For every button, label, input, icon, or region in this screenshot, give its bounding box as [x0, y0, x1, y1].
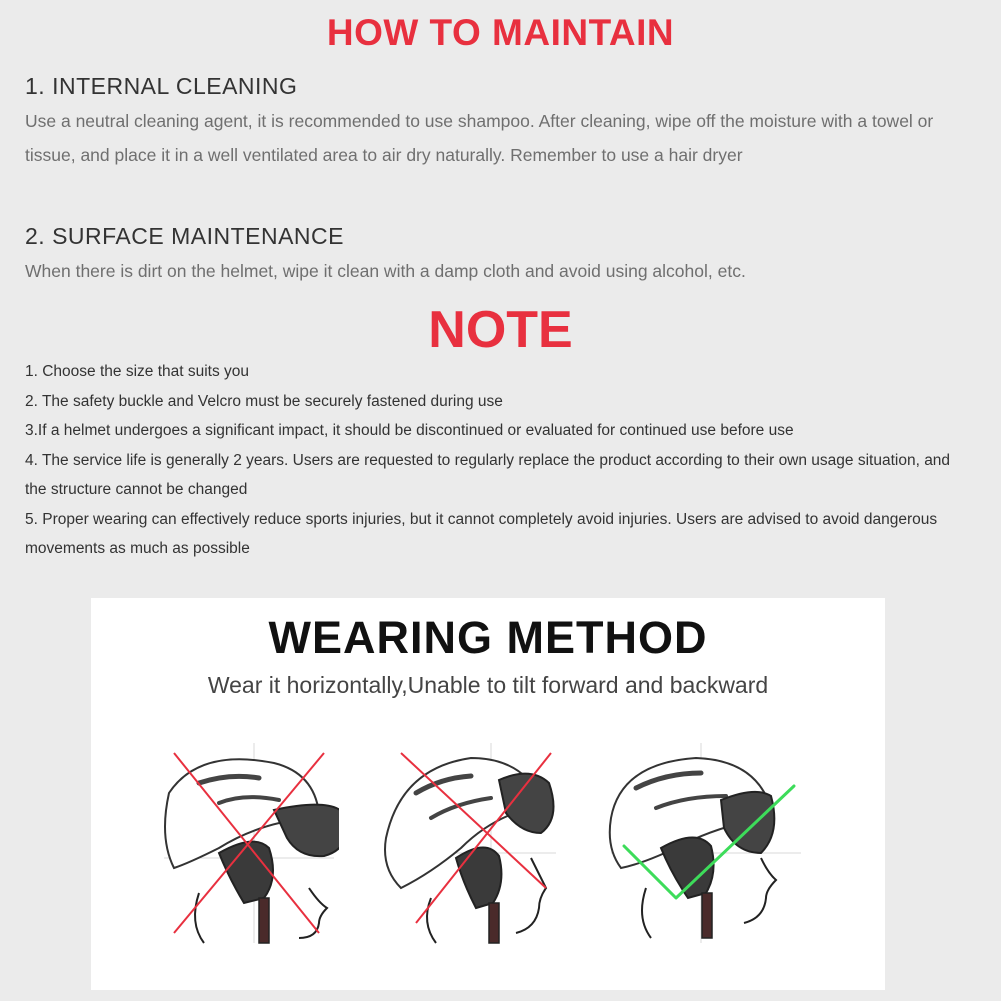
wearing-method-title: WEARING METHOD	[268, 612, 708, 663]
helmet-tilted-back-illustration	[159, 738, 339, 948]
section-title-internal-cleaning: 1. INTERNAL CLEANING	[25, 73, 298, 99]
note-list	[25, 357, 955, 564]
section-body-internal-cleaning: Use a neutral cleaning agent, it is recommended to use shampoo. After cleaning, wipe off the moisture with a towel or tissue, and place it in a well ventilated area to air dry naturally. Remember to use a hair dryer	[25, 111, 934, 165]
wearing-method-subtitle: Wear it horizontally,Unable to tilt forward and backward	[207, 672, 769, 698]
wearing-method-panel	[91, 598, 885, 990]
helmet-icon	[610, 758, 775, 938]
note-item: 2. The safety buckle and Velcro must be securely fastened during use	[25, 392, 503, 410]
page-title: HOW TO MAINTAIN	[326, 12, 675, 53]
helmet-level-illustration	[606, 738, 806, 948]
note-item: 4. The service life is generally 2 years. Users are requested to regularly replace the product according to their own usage situation, and the structure cannot be changed	[25, 451, 951, 498]
section-body-surface-maintenance: When there is dirt on the helmet, wipe it clean with a damp cloth and avoid using alcohol, etc.	[25, 261, 746, 281]
section-title-surface-maintenance: 2. SURFACE MAINTENANCE	[25, 223, 344, 249]
note-title: NOTE	[428, 301, 573, 359]
note-item: 3.If a helmet undergoes a significant impact, it should be discontinued or evaluated for continued use before use	[25, 422, 794, 439]
note-item: 1. Choose the size that suits you	[25, 363, 250, 380]
note-item: 5. Proper wearing can effectively reduce sports injuries, but it cannot completely avoid injuries. Users are advised to avoid dangerous movements as much as possible	[25, 510, 938, 557]
helmet-tilted-forward-illustration	[381, 738, 561, 948]
helmet-icon	[385, 758, 554, 943]
